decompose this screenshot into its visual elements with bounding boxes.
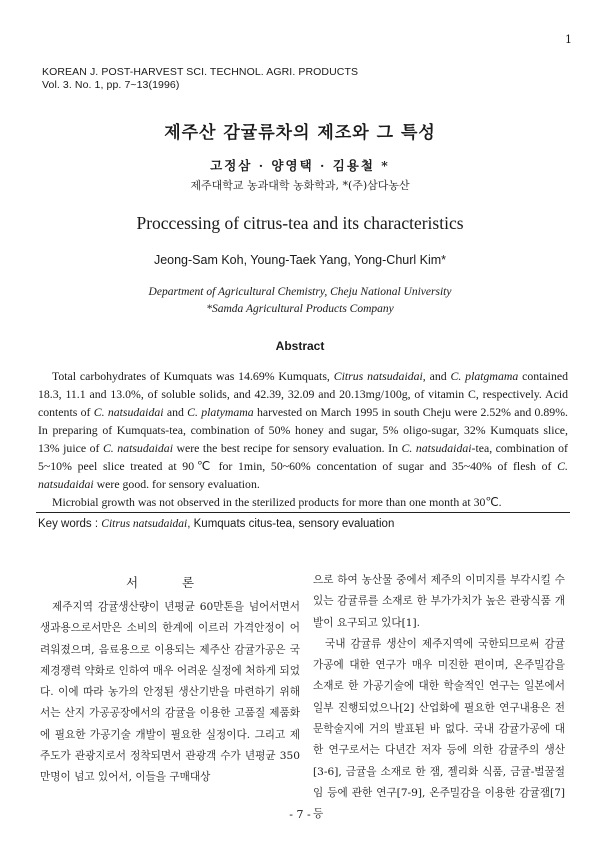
keywords [38, 518, 394, 530]
affiliation-english [0, 284, 600, 318]
species-name: C. natsudaidai [401, 441, 472, 455]
abstract-text: Total carbohydrates of Kumquats was 14.69% Kumquats, [52, 369, 334, 383]
right-column [313, 570, 565, 826]
abstract-heading: Abstract [275, 339, 325, 353]
intro-paragraph-continued: 으로 하여 농산물 중에서 제주의 이미지를 부각시킬 수 있는 감귤류를 소재로 한 부가가치가 높은 관광식품 개발이 요구되고 있다[1]. [313, 574, 565, 629]
abstract-text: were good. for sensory evaluation. [93, 477, 260, 491]
affiliation-line-1: Department of Agricultural Chemistry, Cheju National University [148, 286, 452, 298]
affiliation-korean: 제주대학교 농과대학 농화학과, *(주)삼다농산 [190, 179, 410, 192]
page-number: 1 [565, 33, 572, 46]
journal-volume: Vol. 3. No. 1, pp. 7~13(1996) [42, 79, 180, 91]
abstract-paragraph-1 [38, 367, 568, 493]
abstract-text: were the best recipe for sensory evaluation. In [172, 441, 402, 455]
keywords-list: , Kumquats citus-tea, sensory evaluation [187, 518, 395, 530]
abstract-text: harvested on March 1995 in south Cheju were 2.52% and 0.89%. In preparing of Kumquats-tea, combination of 50% honey and sugar, 5% oligo-sugar, 32% Kumquats slice, 13% juice of [38, 405, 568, 455]
abstract-text: -tea, combination of 5~10% peel slice treated at 90℃ for 1min, 50~60% concentation of sugar and 35~40% of flesh of [38, 441, 568, 473]
title-english: Proccessing of citrus-tea and its characteristics [136, 213, 464, 233]
authors-korean: 고정삼 · 양영택 · 김용철 * [210, 158, 390, 173]
species-name: C. platgmama [450, 369, 519, 383]
species-name: Citrus natsudaidai [333, 369, 423, 383]
intro-paragraph-2: 국내 감귤류 생산이 제주지역에 국한되므로써 감귤가공에 대한 연구가 매우 미진한 편이며, 온주밀감을 소재로 한 가공기술에 대한 학술적인 연구는 일본에서 일부 진행되었으나[2] 산업화에 필요한 연구내용은 전문학술지에 거의 발표된 바 없다. 국내 감귤가공에 대한 연구로서는 다년간 저자 등에 의한 감귤주의 생산[3-6], 금귤을 소재로 한 잼, 젤리화 식품, 금귤-벌꿀절임 등에 관한 연구[7-9], 온주밀감을 이용한 감귤잼[7] 등 [313, 637, 565, 821]
abstract-body [38, 367, 568, 511]
footer-page-number: - 7 - [289, 808, 311, 821]
abstract-text: , and [422, 369, 451, 383]
species-name: C. natsudaidai [38, 459, 568, 491]
species-name: C. platymama [187, 405, 254, 419]
left-column [40, 597, 300, 789]
keyword-species: Citrus natsudaidai [101, 518, 188, 530]
journal-header [42, 66, 358, 92]
authors-english: Jeong-Sam Koh, Young-Taek Yang, Yong-Churl Kim* [153, 253, 447, 267]
abstract-paragraph-2: Microbial growth was not observed in the sterilized products for more than one month at 30℃. [52, 495, 502, 509]
abstract-text: and [163, 405, 188, 419]
species-name: C. natsudaidai [102, 441, 173, 455]
species-name: C. natsudaidai [93, 405, 164, 419]
intro-paragraph-1: 제주지역 감귤생산량이 년평균 60만톤을 넘어서면서 생과용으로서만은 소비의 한계에 이르러 가격안정이 어려워졌으며, 음료용으로 이용되는 제주산 감귤가공은 국제경쟁력 약화로 인하여 매우 어려운 실정에 처하게 되었다. 이에 따라 농가의 안정된 생산기반을 마련하기 위해서는 산지 가공공장에서의 감귤을 이용한 고품질 제품화에 필요한 가공기술 개발이 필요한 실정이다. 그리고 제주도가 관광지로서 정착되면서 관광객 수가 년평균 350만명이 넘고 있어서, 이들을 구매대상 [40, 601, 300, 784]
keywords-label: Key words : [38, 518, 102, 530]
divider [36, 512, 570, 513]
section-heading-introduction: 서 론 [125, 575, 215, 590]
journal-name: KOREAN J. POST-HARVEST SCI. TECHNOL. AGRI. PRODUCTS [42, 66, 359, 78]
affiliation-line-2: *Samda Agricultural Products Company [206, 303, 394, 315]
title-korean: 제주산 감귤류차의 제조와 그 특성 [164, 123, 436, 143]
abstract-text: contained 18.3, 11.1 and 13.0%, of soluble solids, and 42.39, 32.09 and 20.13mg/100g, of vitamin C, respectively. Acid contents of [38, 369, 568, 419]
